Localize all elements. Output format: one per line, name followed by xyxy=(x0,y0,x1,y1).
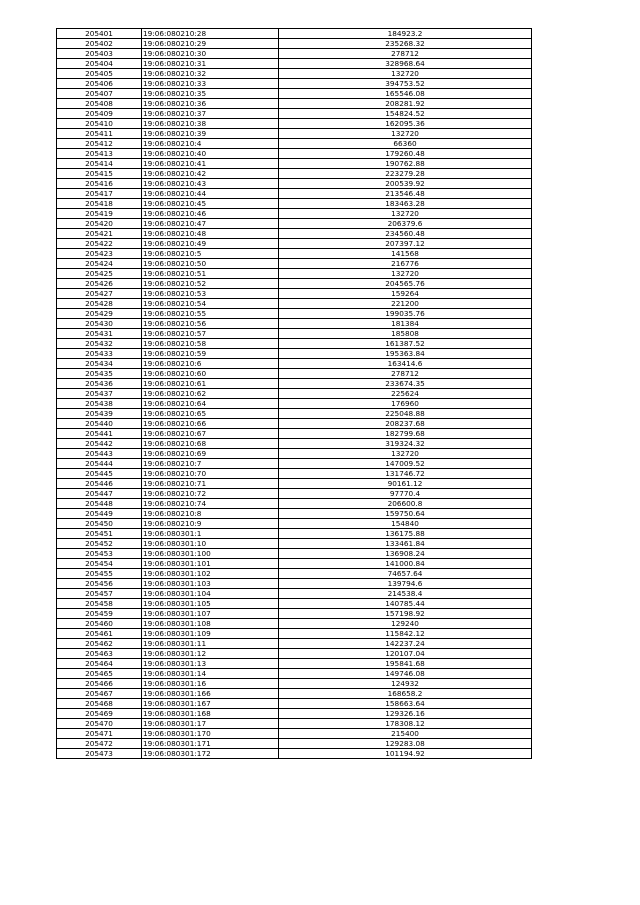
value-cell: 215400 xyxy=(279,729,532,739)
row-id-cell: 205404 xyxy=(57,59,142,69)
table-row xyxy=(57,189,532,199)
cadastral-number-cell: 19:06:080210:42 xyxy=(142,169,279,179)
table-row xyxy=(57,509,532,519)
row-id-cell: 205470 xyxy=(57,719,142,729)
value-cell: 149746.08 xyxy=(279,669,532,679)
table-row xyxy=(57,109,532,119)
cadastral-number-cell: 19:06:080210:74 xyxy=(142,499,279,509)
cadastral-number-cell: 19:06:080210:4 xyxy=(142,139,279,149)
cadastral-number-cell: 19:06:080301:103 xyxy=(142,579,279,589)
value-cell: 129240 xyxy=(279,619,532,629)
table-row xyxy=(57,609,532,619)
cadastral-number-cell: 19:06:080301:101 xyxy=(142,559,279,569)
table-row xyxy=(57,499,532,509)
row-id-cell: 205418 xyxy=(57,199,142,209)
table-row xyxy=(57,219,532,229)
cadastral-number-cell: 19:06:080210:45 xyxy=(142,199,279,209)
value-cell: 176960 xyxy=(279,399,532,409)
value-cell: 278712 xyxy=(279,49,532,59)
cadastral-number-cell: 19:06:080210:67 xyxy=(142,429,279,439)
row-id-cell: 205445 xyxy=(57,469,142,479)
table-row xyxy=(57,149,532,159)
row-id-cell: 205425 xyxy=(57,269,142,279)
row-id-cell: 205450 xyxy=(57,519,142,529)
value-cell: 190762.88 xyxy=(279,159,532,169)
row-id-cell: 205451 xyxy=(57,529,142,539)
cadastral-number-cell: 19:06:080210:54 xyxy=(142,299,279,309)
cadastral-number-cell: 19:06:080210:55 xyxy=(142,309,279,319)
cadastral-number-cell: 19:06:080210:57 xyxy=(142,329,279,339)
value-cell: 139794.6 xyxy=(279,579,532,589)
row-id-cell: 205453 xyxy=(57,549,142,559)
row-id-cell: 205413 xyxy=(57,149,142,159)
value-cell: 162095.36 xyxy=(279,119,532,129)
row-id-cell: 205424 xyxy=(57,259,142,269)
value-cell: 199035.76 xyxy=(279,309,532,319)
row-id-cell: 205409 xyxy=(57,109,142,119)
table-row xyxy=(57,29,532,39)
value-cell: 165546.08 xyxy=(279,89,532,99)
row-id-cell: 205439 xyxy=(57,409,142,419)
cadastral-number-cell: 19:06:080210:51 xyxy=(142,269,279,279)
cadastral-number-cell: 19:06:080301:109 xyxy=(142,629,279,639)
cadastral-number-cell: 19:06:080210:66 xyxy=(142,419,279,429)
value-cell: 136175.88 xyxy=(279,529,532,539)
value-cell: 225048.88 xyxy=(279,409,532,419)
table-row xyxy=(57,529,532,539)
row-id-cell: 205443 xyxy=(57,449,142,459)
row-id-cell: 205431 xyxy=(57,329,142,339)
value-cell: 97770.4 xyxy=(279,489,532,499)
cadastral-number-cell: 19:06:080210:59 xyxy=(142,349,279,359)
table-row xyxy=(57,429,532,439)
cadastral-number-cell: 19:06:080210:47 xyxy=(142,219,279,229)
row-id-cell: 205410 xyxy=(57,119,142,129)
value-cell: 319324.32 xyxy=(279,439,532,449)
table-row xyxy=(57,559,532,569)
row-id-cell: 205456 xyxy=(57,579,142,589)
cadastral-number-cell: 19:06:080210:28 xyxy=(142,29,279,39)
row-id-cell: 205412 xyxy=(57,139,142,149)
cadastral-number-cell: 19:06:080301:102 xyxy=(142,569,279,579)
table-row xyxy=(57,709,532,719)
row-id-cell: 205438 xyxy=(57,399,142,409)
row-id-cell: 205463 xyxy=(57,649,142,659)
value-cell: 132720 xyxy=(279,209,532,219)
value-cell: 154840 xyxy=(279,519,532,529)
row-id-cell: 205411 xyxy=(57,129,142,139)
row-id-cell: 205460 xyxy=(57,619,142,629)
value-cell: 66360 xyxy=(279,139,532,149)
value-cell: 204565.76 xyxy=(279,279,532,289)
row-id-cell: 205449 xyxy=(57,509,142,519)
row-id-cell: 205465 xyxy=(57,669,142,679)
table-row xyxy=(57,579,532,589)
cadastral-number-cell: 19:06:080301:171 xyxy=(142,739,279,749)
data-table xyxy=(56,28,532,759)
row-id-cell: 205430 xyxy=(57,319,142,329)
cadastral-number-cell: 19:06:080210:65 xyxy=(142,409,279,419)
cadastral-number-cell: 19:06:080210:7 xyxy=(142,459,279,469)
value-cell: 120107.04 xyxy=(279,649,532,659)
table-row xyxy=(57,39,532,49)
cadastral-number-cell: 19:06:080301:105 xyxy=(142,599,279,609)
cadastral-number-cell: 19:06:080210:72 xyxy=(142,489,279,499)
cadastral-number-cell: 19:06:080210:53 xyxy=(142,289,279,299)
row-id-cell: 205407 xyxy=(57,89,142,99)
cadastral-number-cell: 19:06:080301:13 xyxy=(142,659,279,669)
value-cell: 278712 xyxy=(279,369,532,379)
value-cell: 179260.48 xyxy=(279,149,532,159)
table-row xyxy=(57,699,532,709)
table-row xyxy=(57,119,532,129)
value-cell: 129283.08 xyxy=(279,739,532,749)
row-id-cell: 205428 xyxy=(57,299,142,309)
row-id-cell: 205435 xyxy=(57,369,142,379)
row-id-cell: 205447 xyxy=(57,489,142,499)
cadastral-number-cell: 19:06:080210:9 xyxy=(142,519,279,529)
table-row xyxy=(57,639,532,649)
row-id-cell: 205440 xyxy=(57,419,142,429)
cadastral-number-cell: 19:06:080210:32 xyxy=(142,69,279,79)
table-row xyxy=(57,259,532,269)
table-row xyxy=(57,439,532,449)
cadastral-number-cell: 19:06:080301:170 xyxy=(142,729,279,739)
cadastral-number-cell: 19:06:080210:39 xyxy=(142,129,279,139)
value-cell: 221200 xyxy=(279,299,532,309)
row-id-cell: 205464 xyxy=(57,659,142,669)
cadastral-number-cell: 19:06:080210:5 xyxy=(142,249,279,259)
cadastral-number-cell: 19:06:080210:48 xyxy=(142,229,279,239)
row-id-cell: 205437 xyxy=(57,389,142,399)
value-cell: 115842.12 xyxy=(279,629,532,639)
table-row xyxy=(57,619,532,629)
cadastral-number-cell: 19:06:080210:69 xyxy=(142,449,279,459)
value-cell: 182799.68 xyxy=(279,429,532,439)
row-id-cell: 205452 xyxy=(57,539,142,549)
value-cell: 132720 xyxy=(279,449,532,459)
table-row xyxy=(57,679,532,689)
table-row xyxy=(57,389,532,399)
table-row xyxy=(57,729,532,739)
table-row xyxy=(57,99,532,109)
value-cell: 168658.2 xyxy=(279,689,532,699)
cadastral-number-cell: 19:06:080301:11 xyxy=(142,639,279,649)
table-row xyxy=(57,669,532,679)
table-row xyxy=(57,249,532,259)
row-id-cell: 205422 xyxy=(57,239,142,249)
cadastral-number-cell: 19:06:080210:62 xyxy=(142,389,279,399)
table-row xyxy=(57,179,532,189)
table-row xyxy=(57,629,532,639)
value-cell: 161387.52 xyxy=(279,339,532,349)
cadastral-number-cell: 19:06:080210:37 xyxy=(142,109,279,119)
value-cell: 154824.52 xyxy=(279,109,532,119)
table-row xyxy=(57,599,532,609)
value-cell: 181384 xyxy=(279,319,532,329)
row-id-cell: 205455 xyxy=(57,569,142,579)
row-id-cell: 205442 xyxy=(57,439,142,449)
row-id-cell: 205416 xyxy=(57,179,142,189)
cadastral-number-cell: 19:06:080210:35 xyxy=(142,89,279,99)
table-row xyxy=(57,419,532,429)
cadastral-number-cell: 19:06:080210:44 xyxy=(142,189,279,199)
row-id-cell: 205466 xyxy=(57,679,142,689)
cadastral-number-cell: 19:06:080210:60 xyxy=(142,369,279,379)
table-row xyxy=(57,339,532,349)
table-row xyxy=(57,749,532,759)
cadastral-number-cell: 19:06:080210:50 xyxy=(142,259,279,269)
table-row xyxy=(57,569,532,579)
value-cell: 159750.64 xyxy=(279,509,532,519)
table-row xyxy=(57,199,532,209)
row-id-cell: 205473 xyxy=(57,749,142,759)
value-cell: 233674.35 xyxy=(279,379,532,389)
cadastral-number-cell: 19:06:080301:104 xyxy=(142,589,279,599)
value-cell: 207397.12 xyxy=(279,239,532,249)
row-id-cell: 205459 xyxy=(57,609,142,619)
value-cell: 159264 xyxy=(279,289,532,299)
row-id-cell: 205403 xyxy=(57,49,142,59)
row-id-cell: 205469 xyxy=(57,709,142,719)
cadastral-number-cell: 19:06:080210:71 xyxy=(142,479,279,489)
value-cell: 141568 xyxy=(279,249,532,259)
cadastral-number-cell: 19:06:080210:56 xyxy=(142,319,279,329)
row-id-cell: 205446 xyxy=(57,479,142,489)
cadastral-number-cell: 19:06:080301:1 xyxy=(142,529,279,539)
cadastral-number-cell: 19:06:080301:172 xyxy=(142,749,279,759)
cadastral-number-cell: 19:06:080210:43 xyxy=(142,179,279,189)
value-cell: 214538.4 xyxy=(279,589,532,599)
row-id-cell: 205471 xyxy=(57,729,142,739)
value-cell: 208237.68 xyxy=(279,419,532,429)
value-cell: 234560.48 xyxy=(279,229,532,239)
cadastral-number-cell: 19:06:080210:6 xyxy=(142,359,279,369)
value-cell: 129326.16 xyxy=(279,709,532,719)
table-row xyxy=(57,549,532,559)
cadastral-number-cell: 19:06:080301:100 xyxy=(142,549,279,559)
value-cell: 163414.6 xyxy=(279,359,532,369)
table-body xyxy=(57,29,532,759)
value-cell: 90161.12 xyxy=(279,479,532,489)
cadastral-number-cell: 19:06:080210:30 xyxy=(142,49,279,59)
row-id-cell: 205420 xyxy=(57,219,142,229)
table-row xyxy=(57,489,532,499)
table-row xyxy=(57,139,532,149)
row-id-cell: 205468 xyxy=(57,699,142,709)
row-id-cell: 205441 xyxy=(57,429,142,439)
row-id-cell: 205429 xyxy=(57,309,142,319)
value-cell: 208281.92 xyxy=(279,99,532,109)
cadastral-number-cell: 19:06:080301:166 xyxy=(142,689,279,699)
table-row xyxy=(57,469,532,479)
value-cell: 133461.84 xyxy=(279,539,532,549)
value-cell: 132720 xyxy=(279,69,532,79)
value-cell: 235268.32 xyxy=(279,39,532,49)
table-row xyxy=(57,739,532,749)
cadastral-number-cell: 19:06:080210:8 xyxy=(142,509,279,519)
table-row xyxy=(57,59,532,69)
table-row xyxy=(57,329,532,339)
row-id-cell: 205414 xyxy=(57,159,142,169)
row-id-cell: 205419 xyxy=(57,209,142,219)
row-id-cell: 205402 xyxy=(57,39,142,49)
cadastral-number-cell: 19:06:080210:58 xyxy=(142,339,279,349)
row-id-cell: 205408 xyxy=(57,99,142,109)
value-cell: 158663.64 xyxy=(279,699,532,709)
table-row xyxy=(57,169,532,179)
row-id-cell: 205472 xyxy=(57,739,142,749)
value-cell: 394753.52 xyxy=(279,79,532,89)
value-cell: 136908.24 xyxy=(279,549,532,559)
table-row xyxy=(57,289,532,299)
value-cell: 147009.52 xyxy=(279,459,532,469)
cadastral-number-cell: 19:06:080301:14 xyxy=(142,669,279,679)
row-id-cell: 205462 xyxy=(57,639,142,649)
table-row xyxy=(57,49,532,59)
row-id-cell: 205454 xyxy=(57,559,142,569)
cadastral-number-cell: 19:06:080210:52 xyxy=(142,279,279,289)
table-row xyxy=(57,479,532,489)
table-row xyxy=(57,409,532,419)
cadastral-number-cell: 19:06:080301:12 xyxy=(142,649,279,659)
table-row xyxy=(57,349,532,359)
row-id-cell: 205461 xyxy=(57,629,142,639)
cadastral-number-cell: 19:06:080301:10 xyxy=(142,539,279,549)
row-id-cell: 205467 xyxy=(57,689,142,699)
cadastral-number-cell: 19:06:080301:107 xyxy=(142,609,279,619)
value-cell: 131746.72 xyxy=(279,469,532,479)
row-id-cell: 205415 xyxy=(57,169,142,179)
row-id-cell: 205432 xyxy=(57,339,142,349)
table-row xyxy=(57,589,532,599)
cadastral-number-cell: 19:06:080301:16 xyxy=(142,679,279,689)
cadastral-number-cell: 19:06:080210:70 xyxy=(142,469,279,479)
value-cell: 216776 xyxy=(279,259,532,269)
table-row xyxy=(57,359,532,369)
value-cell: 213546.48 xyxy=(279,189,532,199)
cadastral-number-cell: 19:06:080210:49 xyxy=(142,239,279,249)
row-id-cell: 205457 xyxy=(57,589,142,599)
value-cell: 195841.68 xyxy=(279,659,532,669)
value-cell: 74657.64 xyxy=(279,569,532,579)
value-cell: 328968.64 xyxy=(279,59,532,69)
cadastral-number-cell: 19:06:080210:31 xyxy=(142,59,279,69)
table-row xyxy=(57,129,532,139)
value-cell: 140785.44 xyxy=(279,599,532,609)
table-row xyxy=(57,659,532,669)
table-row xyxy=(57,309,532,319)
value-cell: 184923.2 xyxy=(279,29,532,39)
cadastral-number-cell: 19:06:080210:29 xyxy=(142,39,279,49)
row-id-cell: 205436 xyxy=(57,379,142,389)
table-row xyxy=(57,89,532,99)
table-row xyxy=(57,209,532,219)
row-id-cell: 205448 xyxy=(57,499,142,509)
table-row xyxy=(57,719,532,729)
row-id-cell: 205423 xyxy=(57,249,142,259)
table-row xyxy=(57,649,532,659)
cadastral-number-cell: 19:06:080210:68 xyxy=(142,439,279,449)
cadastral-number-cell: 19:06:080210:36 xyxy=(142,99,279,109)
cadastral-number-cell: 19:06:080210:41 xyxy=(142,159,279,169)
table-row xyxy=(57,299,532,309)
value-cell: 142237.24 xyxy=(279,639,532,649)
table-row xyxy=(57,79,532,89)
row-id-cell: 205434 xyxy=(57,359,142,369)
value-cell: 178308.12 xyxy=(279,719,532,729)
row-id-cell: 205421 xyxy=(57,229,142,239)
table-row xyxy=(57,399,532,409)
table-row xyxy=(57,379,532,389)
table-row xyxy=(57,279,532,289)
cadastral-number-cell: 19:06:080210:40 xyxy=(142,149,279,159)
value-cell: 157198.92 xyxy=(279,609,532,619)
table-row xyxy=(57,689,532,699)
value-cell: 195363.84 xyxy=(279,349,532,359)
value-cell: 206600.8 xyxy=(279,499,532,509)
row-id-cell: 205426 xyxy=(57,279,142,289)
cadastral-number-cell: 19:06:080210:64 xyxy=(142,399,279,409)
value-cell: 206379.6 xyxy=(279,219,532,229)
table-row xyxy=(57,159,532,169)
value-cell: 101194.92 xyxy=(279,749,532,759)
value-cell: 183463.28 xyxy=(279,199,532,209)
table-row xyxy=(57,539,532,549)
row-id-cell: 205417 xyxy=(57,189,142,199)
cadastral-number-cell: 19:06:080210:46 xyxy=(142,209,279,219)
value-cell: 185808 xyxy=(279,329,532,339)
table-row xyxy=(57,269,532,279)
row-id-cell: 205458 xyxy=(57,599,142,609)
cadastral-number-cell: 19:06:080210:61 xyxy=(142,379,279,389)
row-id-cell: 205405 xyxy=(57,69,142,79)
table-row xyxy=(57,69,532,79)
value-cell: 200539.92 xyxy=(279,179,532,189)
table-row xyxy=(57,449,532,459)
row-id-cell: 205401 xyxy=(57,29,142,39)
row-id-cell: 205427 xyxy=(57,289,142,299)
cadastral-number-cell: 19:06:080210:38 xyxy=(142,119,279,129)
table-row xyxy=(57,319,532,329)
value-cell: 223279.28 xyxy=(279,169,532,179)
table-row xyxy=(57,369,532,379)
table-row xyxy=(57,459,532,469)
row-id-cell: 205433 xyxy=(57,349,142,359)
row-id-cell: 205406 xyxy=(57,79,142,89)
row-id-cell: 205444 xyxy=(57,459,142,469)
cadastral-number-cell: 19:06:080301:17 xyxy=(142,719,279,729)
value-cell: 225624 xyxy=(279,389,532,399)
cadastral-number-cell: 19:06:080301:108 xyxy=(142,619,279,629)
value-cell: 132720 xyxy=(279,129,532,139)
value-cell: 141000.84 xyxy=(279,559,532,569)
value-cell: 124932 xyxy=(279,679,532,689)
value-cell: 132720 xyxy=(279,269,532,279)
table-row xyxy=(57,239,532,249)
cadastral-number-cell: 19:06:080301:168 xyxy=(142,709,279,719)
table-row xyxy=(57,519,532,529)
table-row xyxy=(57,229,532,239)
cadastral-number-cell: 19:06:080301:167 xyxy=(142,699,279,709)
cadastral-number-cell: 19:06:080210:33 xyxy=(142,79,279,89)
